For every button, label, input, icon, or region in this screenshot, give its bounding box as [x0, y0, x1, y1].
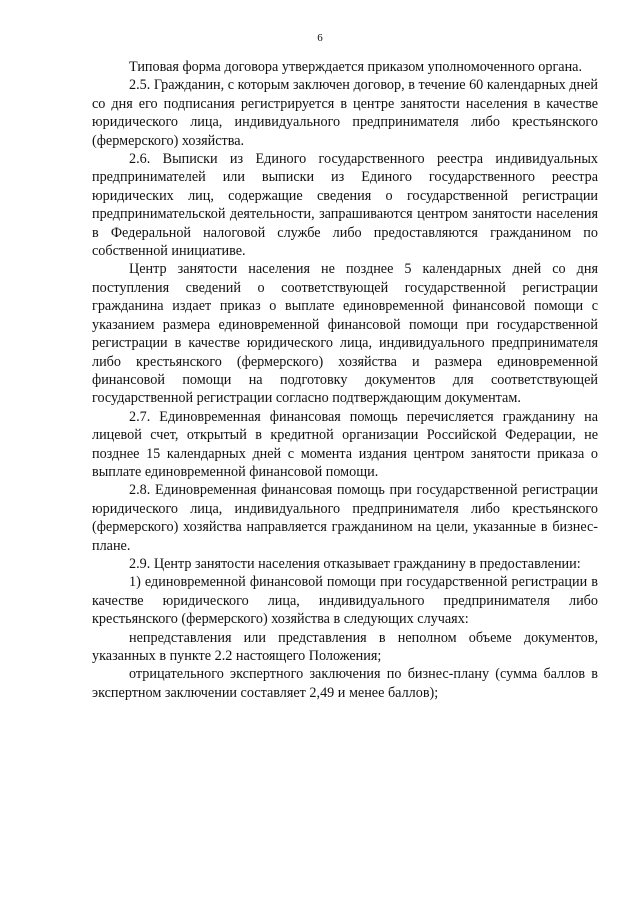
paragraph-standard-form: Типовая форма договора утверждается приказом уполномоченного органа.	[129, 59, 582, 75]
paragraph-2-9: 2.9. Центр занятости населения отказывает гражданину в предоставлении:	[129, 555, 581, 572]
paragraph-case-negative-review: отрицательного экспертного заключения по бизнес-плану (сумма баллов в экспертном заключении составляет 2,49 и менее баллов);	[92, 666, 598, 701]
paragraph-2-8: 2.8. Единовременная финансовая помощь при государственной регистрации юридического лица, индивидуального предпринимателя либо крестьянского (фермерского) хозяйства направляется гражданином на цели, указанные в бизнес-плане.	[92, 482, 598, 554]
paragraph-2-6: 2.6. Выписки из Единого государственного реестра индивидуальных предпринимателей или выписки из Единого государственного реестра юридических лиц, содержащие сведения о государственной регистрации предпринимательской деятельности, запрашиваются центром занятости населения в Федеральной налоговой службе либо предоставляются гражданином по собственной инициативе.	[92, 151, 598, 260]
paragraph-2-7: 2.7. Единовременная финансовая помощь перечисляется гражданину на лицевой счет, открытый в кредитной организации Российской Федерации, не позднее 15 календарных дней с момента издания центром занятости приказа о выплате единовременной финансовой помощи.	[92, 408, 598, 480]
paragraph-case-incomplete-docs: непредставления или представления в неполном объеме документов, указанных в пункте 2.2 настоящего Положения;	[92, 629, 598, 664]
document-body	[92, 58, 598, 702]
paragraph-2-5: 2.5. Гражданин, с которым заключен договор, в течение 60 календарных дней со дня его подписания регистрируется в центре занятости населения в качестве юридического лица, индивидуального предпринимателя либо крестьянского (фермерского) хозяйства.	[92, 77, 598, 149]
paragraph-order-issue: Центр занятости населения не позднее 5 календарных дней со дня поступления сведений о соответствующей государственной регистрации гражданина издает приказ о выплате единовременной финансовой помощи с указанием размера единовременной финансовой помощи при государственной регистрации в качестве юридического лица, индивидуального предпринимателя либо крестьянского (фермерского) хозяйства и размера единовременной финансовой помощи на подготовку документов для соответствующей государственной регистрации согласно подтверждающим документам.	[92, 261, 598, 407]
page-number: 6	[317, 32, 323, 44]
paragraph-2-9-item-1: 1) единовременной финансовой помощи при государственной регистрации в качестве юридического лица, индивидуального предпринимателя либо крестьянского (фермерского) хозяйства в следующих случаях:	[92, 574, 598, 628]
